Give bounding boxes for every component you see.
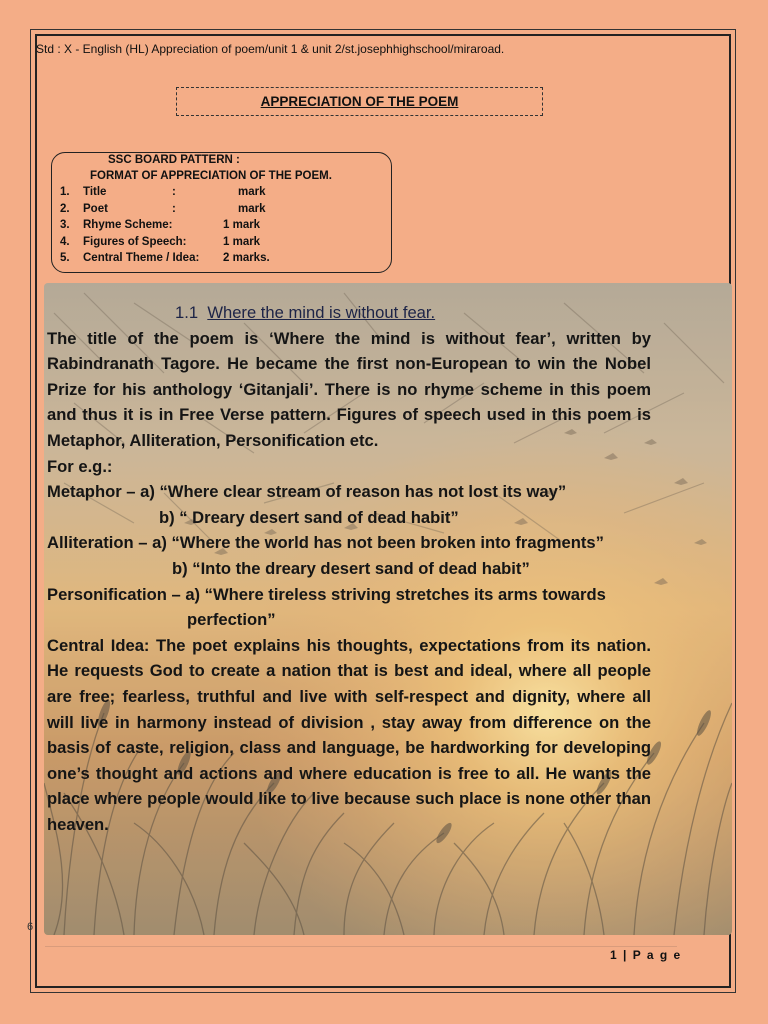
stray-mark: 6 <box>27 921 34 933</box>
poem-appreciation-text <box>47 300 651 837</box>
format-item-label: Poet <box>83 202 108 215</box>
metaphor-line-a: Metaphor – a) “Where clear stream of reason has not lost its way” <box>47 482 567 502</box>
format-heading-2: FORMAT OF APPRECIATION OF THE POEM. <box>90 170 332 182</box>
format-item-number: 4. <box>60 235 70 248</box>
format-item-number: 2. <box>60 202 70 215</box>
format-item <box>60 252 380 269</box>
page-title: APPRECIATION OF THE POEM <box>260 94 459 109</box>
format-item-value: 1 mark <box>223 219 261 231</box>
format-item-value: 2 marks. <box>223 252 270 264</box>
central-idea-paragraph: Central Idea: The poet explains his thoughts, expectations from its nation. He requests God to create a nation that is best and ideal, where all people are free; fearless, truthful and live with self-respect and dignity, where all will live in harmony instead of division , stay away from difference on the basis of caste, religion, class and language, be hardworking for developing one’s thought and actions and where education is free to all. He wants the place where people would like to live because such place is none other than heaven. <box>47 635 651 834</box>
format-item-number: 1. <box>60 186 70 198</box>
format-list <box>60 186 380 269</box>
format-item-number: 3. <box>60 219 70 231</box>
intro-paragraph: The title of the poem is ‘Where the mind is without fear’, written by Rabindranath Tagore. He became the first non-European to win the Nobel Prize for his anthology ‘Gitanjali’. There is no rhyme scheme in this poem and thus it is in Free Verse pattern. Figures of speech used in this poem is Metaphor, Alliteration, Personification etc. <box>47 328 651 450</box>
format-item <box>60 203 380 220</box>
format-item <box>60 186 380 203</box>
format-item-colon: : <box>172 202 176 215</box>
personification-line-a: Personification – a) “Where tireless striving stretches its arms towards <box>47 584 606 604</box>
format-box <box>51 152 392 273</box>
format-item-value: mark <box>238 202 266 215</box>
format-item-value: mark <box>238 186 266 198</box>
format-item <box>60 219 380 236</box>
format-item-colon: : <box>172 186 176 198</box>
poem-number: 1.1 <box>175 303 199 322</box>
poem-name: Where the mind is without fear. <box>207 303 436 322</box>
alliteration-line-a: Alliteration – a) “Where the world has not been broken into fragments” <box>47 533 604 553</box>
document-header: Std : X - English (HL) Appreciation of poem/unit 1 & unit 2/st.josephhighschool/miraroad. <box>36 42 505 56</box>
format-item-label: Figures of Speech: <box>83 235 187 248</box>
for-example-label: For e.g.: <box>47 456 113 476</box>
poem-heading <box>47 300 651 326</box>
format-item-label: Title <box>83 186 107 198</box>
format-heading-1: SSC BOARD PATTERN : <box>108 154 240 166</box>
format-item-value: 1 mark <box>223 235 261 248</box>
title-box <box>176 87 543 116</box>
format-item <box>60 236 380 253</box>
format-item-label: Central Theme / Idea: <box>83 252 200 264</box>
personification-line-b: perfection” <box>187 610 276 630</box>
alliteration-line-b: b) “Into the dreary desert sand of dead habit” <box>172 558 530 578</box>
page-number: 1 | P a g e <box>610 948 682 962</box>
footer-rule <box>45 946 677 947</box>
format-item-number: 5. <box>60 252 70 264</box>
format-item-label: Rhyme Scheme: <box>83 219 173 231</box>
metaphor-line-b: b) “ Dreary desert sand of dead habit” <box>159 507 459 527</box>
